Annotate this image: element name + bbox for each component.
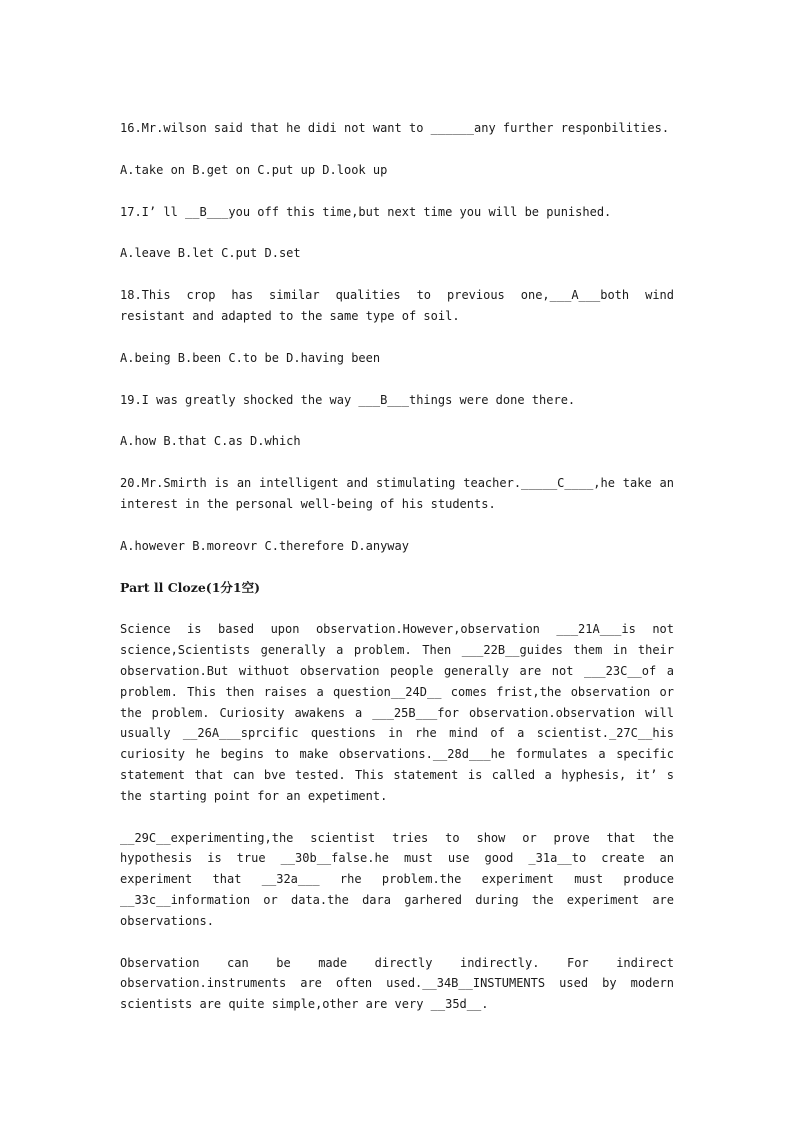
cloze-paragraph-1: Science is based upon observation.However,observation ___21A___is not science,Scientists generally a problem. Then ___22B__guides them in their observation.But withuot observation people generally are not ___23C__of a problem. This then raises a question__24D__ comes frist,the observation or the problem. Curiosity awakens a ___25B___for observation.observation will usually __26A___sprcific questions in rhe mind of a scientist._27C__his curiosity he begins to make observations.__28d___he formulates a specific statement that can bve tested. This statement is called a hyphesis, it’ s the starting point for an expetiment. — [120, 622, 674, 803]
document-page — [120, 118, 674, 1015]
question-20-stem: 20.Mr.Smirth is an intelligent and stimulating teacher._____C____,he take an interest in the personal well-being of his students. — [120, 476, 674, 511]
question-17-stem: 17.I’ ll __B___you off this time,but next time you will be punished. — [120, 204, 612, 219]
question-19-options: A.how B.that C.as D.which — [120, 434, 301, 449]
section-heading: Part ll Cloze(1分1空) — [120, 579, 261, 595]
question-17-options: A.leave B.let C.put D.set — [120, 246, 301, 261]
question-20-options: A.however B.moreovr C.therefore D.anyway — [120, 538, 409, 553]
cloze-paragraph-2: __29C__experimenting,the scientist tries to show or prove that the hypothesis is true __30b__false.he must use good _31a__to create an experiment that __32a___ rhe problem.the experiment must produce __33c__information or data.the dara garhered during the experiment are observations. — [120, 830, 674, 928]
question-16-options: A.take on B.get on C.put up D.look up — [120, 162, 388, 177]
question-18-options: A.being B.been C.to be D.having been — [120, 350, 381, 365]
cloze-paragraph-3: Observation can be made directly indirectly. For indirect observation.instruments are often used.__34B__INSTUMENTS used by modern scientists are quite simple,other are very __35d__. — [120, 955, 674, 1012]
question-18-stem: 18.This crop has similar qualities to previous one,___A___both wind resistant and adapted to the same type of soil. — [120, 288, 674, 323]
question-16-stem: 16.Mr.wilson said that he didi not want to ______any further responbilities. — [120, 121, 670, 135]
question-19-stem: 19.I was greatly shocked the way ___B___things were done there. — [120, 392, 576, 407]
